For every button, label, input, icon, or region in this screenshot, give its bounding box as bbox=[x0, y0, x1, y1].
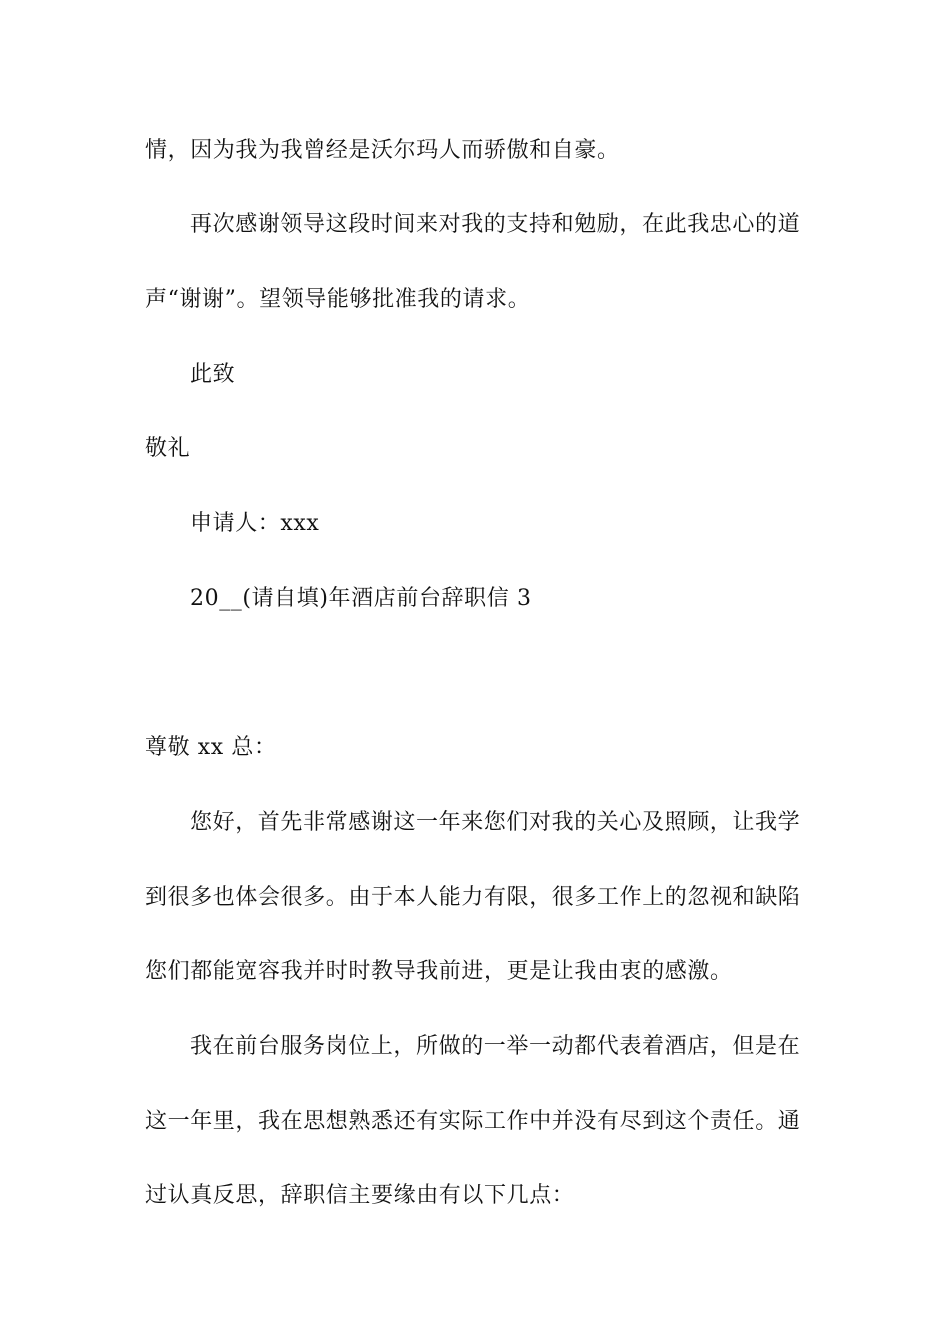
text-line: 您好，首先非常感谢这一年来您们对我的关心及照顾，让我学 bbox=[190, 810, 801, 835]
text-line: 声“谢谢”。望领导能够批准我的请求。 bbox=[145, 287, 531, 312]
section-title: 20__(请自填)年酒店前台辞职信 3 bbox=[190, 586, 532, 611]
closing-line: 此致 bbox=[190, 362, 236, 387]
greeting-line: 尊敬 xx 总： bbox=[145, 735, 277, 760]
text-line: 情，因为我为我曾经是沃尔玛人而骄傲和自豪。 bbox=[145, 138, 620, 163]
salutation-line: 敬礼 bbox=[145, 436, 191, 461]
text-line: 我在前台服务岗位上，所做的一举一动都代表着酒店，但是在 bbox=[190, 1034, 801, 1059]
text-line: 您们都能宽容我并时时教导我前进，更是让我由衷的感激。 bbox=[145, 959, 733, 984]
text-line: 这一年里，我在思想熟悉还有实际工作中并没有尽到这个责任。通 bbox=[145, 1109, 801, 1134]
text-line: 过认真反思，辞职信主要缘由有以下几点： bbox=[145, 1183, 575, 1208]
text-line: 到很多也体会很多。由于本人能力有限，很多工作上的忽视和缺陷 bbox=[145, 885, 801, 910]
applicant-line: 申请人：xxx bbox=[190, 511, 320, 536]
text-line: 再次感谢领导这段时间来对我的支持和勉励，在此我忠心的道 bbox=[190, 212, 801, 237]
